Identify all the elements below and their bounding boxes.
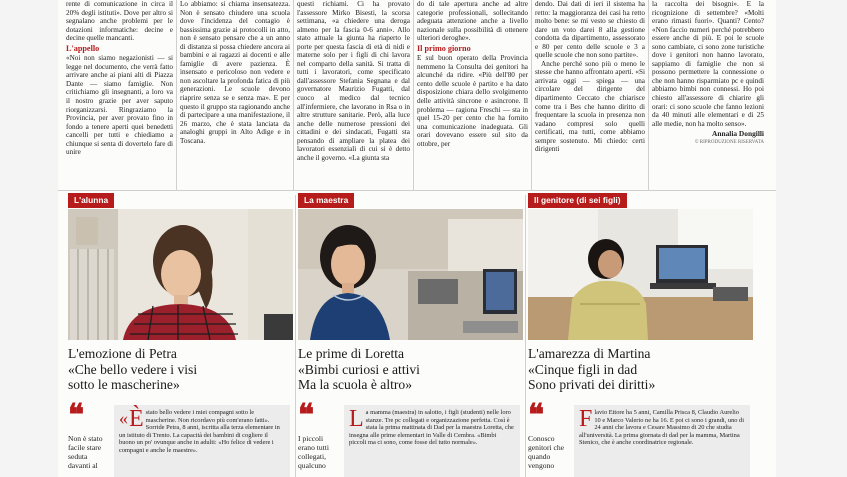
photo-loretta bbox=[298, 209, 523, 340]
headline-line: «Che bello vedere i visi bbox=[68, 361, 198, 377]
subheading: L'appello bbox=[66, 43, 100, 53]
column-text: dendo. Dai dati di ieri il sistema ha retto: la maggioranza dei casi ha retto molto bene: se mi vesto se chiesto di dare un voto darei 8 alla gestione condotta da dipartimento, assessorato e 80 per cento delle scuole e 3 a quelle scuole che non sono partite». bbox=[535, 0, 645, 60]
section-divider bbox=[58, 190, 776, 191]
opening-quote: « bbox=[119, 408, 128, 428]
story-body-box bbox=[344, 405, 520, 477]
quote-icon: ❝ bbox=[528, 398, 542, 433]
article-column-4 bbox=[417, 0, 528, 188]
author-name: Annalia Dongilli bbox=[712, 129, 764, 139]
story-genitore bbox=[528, 193, 753, 477]
column-text: «Noi non siamo negazionisti — si legge nel documento, che verrà fatto arrivare anche ai piani alti di Piazza Dante — siamo famiglie. Non critichiamo gli insegnanti, a loro va il nostro grazie per aver saputo riorganizzarsi. Ringraziamo la Provincia, per aver provato fino in fondo a tenere aperti quei benedetti cancelli per tutti e chiediamo a chiunque si senta di dovertelo fare di unire bbox=[66, 54, 173, 157]
story-headline bbox=[298, 346, 523, 393]
pull-quote-text: Non è stato facile stare seduta davanti al bbox=[68, 434, 103, 470]
story-body: stato bello vedere i miei compagni sotto le mascherine. Non ricordavo più com'erano fatti». Sorride Petra, 8 anni, iscritta alla terza elementare in un istituto di Trento. La capacità dei bambini di cogliere il buono un po' ovunque anche in adulti: «Ho felice di vedere i compagni e anche le maestre». bbox=[119, 409, 280, 454]
column-text: E sul buon operato della Provincia nemmeno la Consulta dei genitori ha alcunché da ridire. «Più dell'80 per cento delle scuole è partito e ha dato disposizione chiara dello svolgimento delle attività sincrone e asincrone. Il problema — ragiona Freschi — sta in quel 15-20 per cento che ha fornito una comunicazione inadeguata. Gli orari dovevano essere sul sito da ottobre, per bbox=[417, 54, 528, 148]
author-signature bbox=[652, 130, 764, 147]
photo-martina-children bbox=[528, 209, 753, 340]
drop-cap: F bbox=[579, 406, 593, 432]
story-body: a mamma (maestra) in salotto, i figli (studenti) nelle loro stanze. Tre pc collegati e organizzazione perfetta. Così è stata la prima mattinata di Dad per la maestra Loretta, che insegna alle prime elementari in Valle di Cembra. «Bimbi piccoli ma ci sono, come fosse del tutto normale». bbox=[349, 409, 514, 446]
section-tag: La maestra bbox=[298, 193, 354, 208]
newspaper-page bbox=[58, 0, 776, 477]
subheading: Il primo giorno bbox=[417, 43, 471, 53]
pull-quote-text: I piccoli erano tutti collegati, qualcuno bbox=[298, 434, 329, 470]
article-column-5 bbox=[535, 0, 645, 188]
drop-cap: È bbox=[129, 406, 144, 432]
column-text: rente di comunicazione in circa il 20% degli istituti». Dove per altro si segnalano anche problemi per le dotazioni informatiche: decine e decine quelle mancanti. bbox=[66, 0, 173, 43]
headline-line: Le prime di Loretta bbox=[298, 346, 405, 361]
headline-line: Sono privati dei diritti» bbox=[528, 377, 656, 392]
headline-line: «Bimbi curiosi e attivi bbox=[298, 361, 420, 377]
headline-line: Ma la scuola è altro» bbox=[298, 377, 412, 392]
article-column-1 bbox=[66, 0, 173, 188]
column-text: Anche perché sono più o meno le stesse che hanno affrontato aperti. «Si arrivata oggi — spiega — una circolare del dirigente del dipartimento Ceccato che chiarisce come tra i Bes che hanno diritto di frequentare la scuola in presenza non vadano compresi solo quelli certificati, ma tutti, come abbiamo sempre sostenuto. Mi chiedo: certi dirigenti bbox=[535, 59, 645, 154]
quote-icon: ❝ bbox=[298, 398, 312, 433]
column-text: Lo abbiamo: si chiama insensatezza. Non è sensato chiudere una scuola dove l'incidenza del contagio è bassissima grazie ai protocolli in atto, non è sensato pensare che a un anno di distanza si possa chiedere ancora ai bambini e ai ragazzi ai docenti e alle famiglie di avere pazienza. È insensato e pericoloso non vedere e non ascoltare la profonda fatica di più generazioni. Le scuole devono riaprire senza se e senza ma». E per questo il gruppo sta ragionando anche di partecipare a una manifestazione, il 26 marzo, che è stata lanciata da analoghi gruppi in Alto Adige e in Toscana. bbox=[180, 0, 290, 145]
story-body-box bbox=[114, 405, 290, 477]
section-tag: Il genitore (di sei figli) bbox=[528, 193, 627, 208]
story-body-box bbox=[574, 405, 750, 477]
headline-line: L'emozione di Petra bbox=[68, 346, 177, 361]
photo-petra bbox=[68, 209, 293, 340]
story-headline bbox=[528, 346, 753, 393]
column-text: la raccolta dei bisogni». E la ricognizione di settembre? «Molti erano rimasti fuori». Quanti? Cento? «Non faccio numeri perché potrebbero essere anche di più. E poi le scuole sono cambiate, ci sono zone turistiche dove i genitori non hanno lavorato, sappiamo di famiglie che non si possono permettere la connessione o che non hanno risparmiato pc e quindi abbiamo bimbi non connessi. Ho poi chiesto all'assessore di chiarire gli orari: ci sono scuole che fanno lezioni da 40 minuti alle elementari e di 25 alle medie, non ha molto senso». bbox=[652, 0, 764, 128]
quote-icon: ❝ bbox=[68, 398, 82, 433]
pull-quote-text: Conosco genitori che quando vengono bbox=[528, 434, 565, 470]
copyright-note: © RIPRODUZIONE RISERVATA bbox=[694, 139, 764, 145]
article-column-2 bbox=[180, 0, 290, 188]
story-alunna bbox=[68, 193, 293, 477]
headline-line: sotto le mascherine» bbox=[68, 377, 180, 392]
headline-line: L'amarezza di Martina bbox=[528, 346, 651, 361]
headline-line: «Cinque figli in dad bbox=[528, 361, 638, 377]
article-column-3 bbox=[297, 0, 410, 188]
drop-cap: L bbox=[349, 406, 364, 432]
column-text: questi richiami. Ci ha provato l'assessore Mirko Bisesti, la scorsa settimana, «a chiedere una deroga almeno per la fascia 0-6 anni». Allo stato attuale la giunta ha riaperto le porte per questa fascia di età di nidi e materne solo per i figli di chi lavora nel comparto della sanità. Si tratta di tutti i lavoratori, come specificato dall'assessore Stefania Segnana e dal governatore Maurizio Fugatti, dal cuoco al medico dal tecnico all'infermiere, che lavorano in Rsa o in altre strutture sanitarie. Però, alla luce anche delle numerose pressioni dei cittadini e dei sindacati, Fugatti sta pensando di ampliare la platea dei lavoratori essenziali di cui si è detto anche il governo. «La giunta sta bbox=[297, 0, 410, 162]
story-maestra bbox=[298, 193, 523, 477]
story-headline bbox=[68, 346, 293, 393]
section-tag: L'alunna bbox=[68, 193, 114, 208]
article-column-6 bbox=[652, 0, 764, 188]
column-text: do di tale apertura anche ad altre categorie professionali, sollecitando adeguata attenzione anche a livello nazionale sulla possibilità di ottenere ulteriori deroghe». bbox=[417, 0, 528, 43]
story-body: lavio Ettore ha 5 anni, Camilla Prisca 8, Claudio Aurelio 10 e Marco Valerio ne ha 16. E poi ci sono i grandi, uno di 24 anni che lavora e Cesare Massimo di 20 che studia all'università. La prima giornata di dad per la mamma, Martina Stenico, che è anche coordinatrice regionale. bbox=[579, 409, 745, 446]
